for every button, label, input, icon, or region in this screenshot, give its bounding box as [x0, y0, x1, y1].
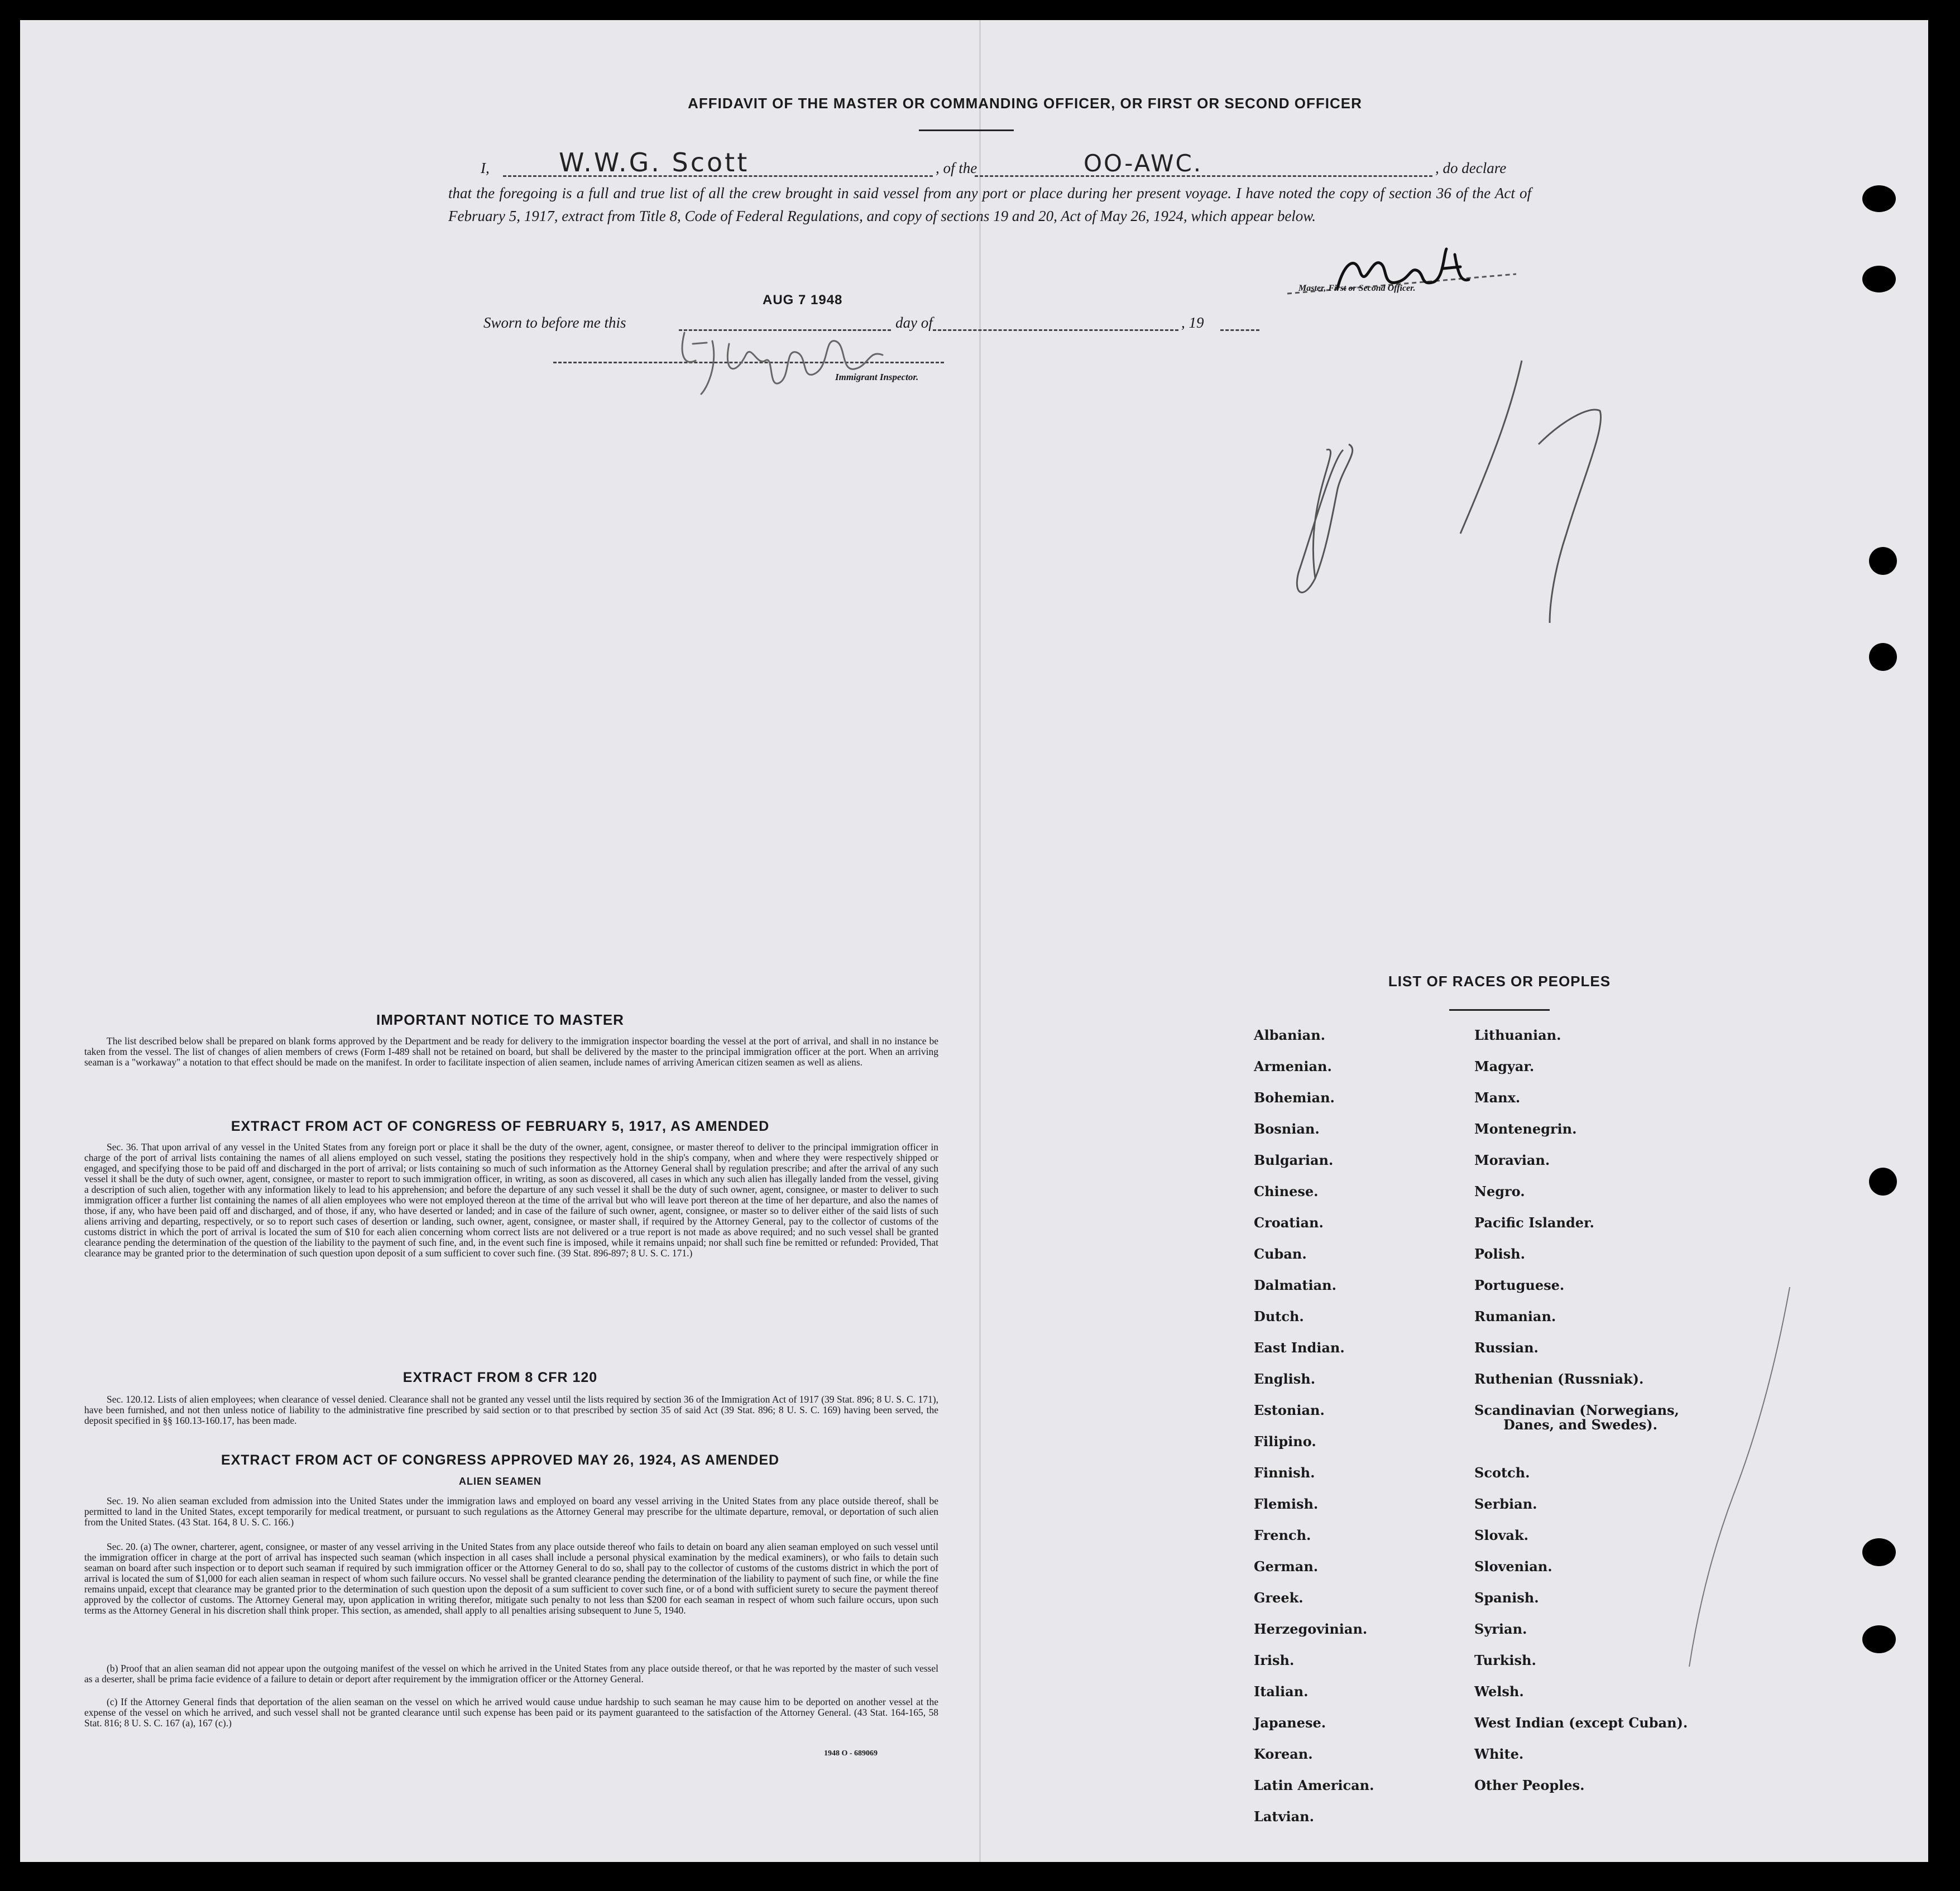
i-label: I, — [481, 160, 490, 176]
punch-hole — [1862, 266, 1896, 292]
punch-hole — [1862, 1538, 1896, 1566]
extract-cfr-text: Sec. 120.12. Lists of alien employees; when clearance of vessel denied. Clearance shall not be granted any vessel until the lists required by section 36 of the Immigration Act of 1917 (39 Stat. 896; 8 U. S. C. 171), have been furnished, and not then unless notice of liability to the administrative fine prescribed by said section or to that prescribed by section 35 of said Act (39 Stat. 896; 8 U. S. C. 169) having been served, the deposit specified in §§ 160.13-160.17, has been made. — [84, 1394, 938, 1426]
extract-cfr-title: EXTRACT FROM 8 CFR 120 — [402, 1370, 598, 1385]
race-item: Slovenian. — [1474, 1558, 1552, 1575]
race-item: Greek. — [1254, 1590, 1304, 1606]
race-item: Chinese. — [1254, 1183, 1319, 1199]
race-item: English. — [1254, 1371, 1316, 1387]
race-item: Korean. — [1254, 1746, 1313, 1762]
race-item: Bohemian. — [1254, 1090, 1335, 1106]
extract-1924-title: EXTRACT FROM ACT OF CONGRESS APPROVED MAY 26, 1924, AS AMENDED — [221, 1452, 780, 1468]
race-item: Latin American. — [1254, 1777, 1374, 1793]
master-signature — [1276, 232, 1539, 316]
sec-20c-text: (c) If the Attorney General finds that deportation of the alien seaman on the vessel on which he arrived would cause undue hardship to such seaman he may cause him to be deported on another vessel at the expense of the vessel on which he arrived, and such vessel shall not be granted clearance until such expense has been paid or its payment guaranteed to the satisfaction of the Attorney General. (43 Stat. 164-165, 58 Stat. 816; 8 U. S. C. 167 (a), 167 (c).) — [84, 1696, 938, 1729]
race-item: Bosnian. — [1254, 1121, 1320, 1137]
notice-text: The list described below shall be prepared on blank forms approved by the Department and be ready for delivery to the immigration inspector boarding the vessel at the port of arrival, and shall in no instance be taken from the vessel. The list of changes of alien members of crews (Form I-489 shall not be retained on board, but shall be delivered by the master to the principal immigration officer at the port. When an arriving seaman is a "workaway" a notation to that effect should be made on the manifest. In order to facilitate inspection of alien seamen, include names of arriving American citizen seamen as well as aliens. — [84, 1035, 938, 1068]
race-item: Latvian. — [1254, 1808, 1314, 1825]
margin-pen-stroke — [1678, 1282, 1801, 1672]
race-item: Polish. — [1474, 1246, 1525, 1262]
notice-title: IMPORTANT NOTICE TO MASTER — [376, 1011, 624, 1028]
race-item: Italian. — [1254, 1683, 1309, 1700]
inspector-signature — [662, 321, 930, 405]
race-item: Albanian. — [1254, 1027, 1325, 1043]
race-item: East Indian. — [1254, 1340, 1345, 1356]
race-item: Danes, and Swedes). — [1503, 1417, 1657, 1433]
inspector-caption: Immigrant Inspector. — [835, 372, 919, 382]
sec-20b-text: (b) Proof that an alien seaman did not appear upon the outgoing manifest of the vessel on which he arrived in the United States from any place outside thereof, or that he was reported by the master of such vessel as a deserter, shall be prima facie evidence of a failure to detain or deport after requirement by the immigration officer or the Attorney General. — [84, 1663, 938, 1684]
race-item: Pacific Islander. — [1474, 1215, 1594, 1231]
of-the-label: , of the — [936, 160, 977, 176]
vessel-line — [975, 175, 1432, 177]
day-of-label: day of — [895, 314, 933, 331]
sec-20a-text: Sec. 20. (a) The owner, charterer, agent, consignee, or master of any vessel arriving in the United States from any place outside thereof who fails to detain on board any alien seaman employed on such vessel until the immigration officer in charge at the port of arrival has inspected such seaman (which inspection in all cases shall include a personal physical examination by the medical examiners), or who fails to detain such seaman on board after such inspection or to deport such seaman if required by such immigration officer or the Attorney General to do so, shall pay to the collector of customs of the customs district in which the port of arrival is located the sum of $1,000 for each alien seaman in respect of whom such failure occurs. No vessel shall be granted clearance pending the determination of the liability to payment of such fine, or while the fine remains unpaid, except that clearance may be granted prior to the determination of such question upon the deposit of a sum sufficient to cover such fine, or of a bond with sufficient surety to secure the payment thereof approved by the collector of customs. The Attorney General may, upon application in writing therefor, mitigate such penalty to not less than $200 for each seaman in respect of whom such failure occurs, upon such terms as the Attorney General in his discretion shall think proper. This section, as amended, shall apply to all penalties arising subsequent to June 5, 1940. — [84, 1541, 938, 1616]
race-item: Montenegrin. — [1474, 1121, 1577, 1137]
extract-1917-title: EXTRACT FROM ACT OF CONGRESS OF FEBRUARY 5, 1917, AS AMENDED — [231, 1119, 770, 1134]
race-item: Scotch. — [1474, 1465, 1530, 1481]
punch-hole — [1869, 643, 1897, 671]
race-item: Finnish. — [1254, 1465, 1315, 1481]
race-item: Rumanian. — [1474, 1308, 1556, 1324]
signature-caption: Master, First or Second Officer. — [1298, 284, 1416, 293]
race-item: Magyar. — [1474, 1058, 1535, 1074]
officer-name: W.W.G. Scott — [559, 147, 750, 177]
race-item: Herzegovinian. — [1254, 1621, 1368, 1637]
race-item: Japanese. — [1254, 1715, 1326, 1731]
race-item: Lithuanian. — [1474, 1027, 1561, 1043]
race-item: German. — [1254, 1558, 1319, 1575]
print-code: 1948 O - 689069 — [824, 1749, 878, 1758]
race-item: Filipino. — [1254, 1433, 1316, 1450]
do-declare-label: , do declare — [1435, 160, 1507, 176]
race-item: Negro. — [1474, 1183, 1525, 1199]
punch-hole — [1869, 547, 1897, 575]
sec-19-text: Sec. 19. No alien seaman excluded from admission into the United States under the immigration laws and employed on board any vessel arriving in the United States from any place outside thereof, shall be permitted to land in the United States, except temporarily for medical treatment, or pursuant to such regulations as the Attorney General may prescribe for the ultimate departure, removal, or deportation of such alien from the United States. (43 Stat. 164, 8 U. S. C. 166.) — [84, 1495, 938, 1528]
race-item: Dalmatian. — [1254, 1277, 1336, 1293]
race-item: Armenian. — [1254, 1058, 1332, 1074]
race-item: Slovak. — [1474, 1527, 1528, 1543]
date-stamp: AUG 7 1948 — [763, 292, 843, 308]
vessel-name: OO-AWC. — [1084, 150, 1203, 177]
declaration-text: that the foregoing is a full and true list of all the crew brought in said vessel from any port or place during her present voyage. I have noted the copy of section 36 of the Act of February 5, 1917, extract from Title 8, Code of Federal Regulations, and copy of sections 19 and 20, Act of May 26, 1924, which appear below. — [448, 185, 1531, 224]
alien-seamen-subtitle: ALIEN SEAMEN — [458, 1476, 541, 1487]
race-item: Other Peoples. — [1474, 1777, 1585, 1793]
document-sheet — [20, 20, 1928, 1862]
race-item: Irish. — [1254, 1652, 1295, 1668]
race-item: Portuguese. — [1474, 1277, 1565, 1293]
race-item: Turkish. — [1474, 1652, 1536, 1668]
extract-1917-text: Sec. 36. That upon arrival of any vessel in the United States from any foreign port or place it shall be the duty of the owner, agent, consignee, or master thereof to deliver to the principal immigration officer in charge of the port of arrival lists containing the names of all aliens employed on such vessel, stating the positions they respectively hold in the ship's company, when and where they were respectively shipped or engaged, and specifying those to be paid off and discharged in the port of arrival; or lists containing so much of such information as the Attorney General shall by regulation prescribe; and after the arrival of any such vessel it shall be the duty of such owner, agent, consignee, or master to report to such immigration officer, in writing, as soon as discovered, all cases in which any such alien has illegally landed from the vessel, giving a description of such alien, together with any information likely to lead to his apprehension; and before the departure of any such vessel it shall be the duty of such owner, agent, consignee, or master to deliver to such immigration officer a further list containing the names of all alien employees who were not employed thereon at the time of the arrival but who will leave port thereon at the time of her departure, and also the names of those, if any, who have been paid off and discharged, and of those, if any, who have deserted or landed; and in case of the failure of such owner, agent, consignee, or master so to deliver either of the said lists of such aliens arriving and departing, respectively, or so to report such cases of desertion or landing, such owner, agent, consignee, or master shall, if required by the Attorney General, pay to the collector of customs of the customs district in which the port of arrival is located the sum of $10 for each alien concerning whom correct lists are not delivered or a true report is not made as above required; and no such vessel shall be granted clearance pending the determination of the question of the liability to the payment of such fine, and, in the event such fine is imposed, while it remains unpaid; nor shall such fine be remitted or refunded: Provided, That clearance may be granted prior to the determination of such question upon deposit of a sum sufficient to cover such fine. (39 Stat. 896-897; 8 U. S. C. 171.) — [84, 1141, 938, 1259]
race-item: Moravian. — [1474, 1152, 1550, 1168]
races-title-rule — [1449, 1009, 1550, 1011]
year-line — [1220, 329, 1259, 331]
race-item: Welsh. — [1474, 1683, 1524, 1700]
punch-hole — [1869, 1168, 1897, 1196]
race-item: Ruthenian (Russniak). — [1474, 1371, 1644, 1387]
race-item: Manx. — [1474, 1090, 1521, 1106]
race-item: Syrian. — [1474, 1621, 1527, 1637]
races-title: LIST OF RACES OR PEOPLES — [1388, 973, 1611, 990]
race-item: Flemish. — [1254, 1496, 1319, 1512]
race-item: Bulgarian. — [1254, 1152, 1334, 1168]
races-right-column — [1474, 1027, 1688, 1808]
race-item: Estonian. — [1254, 1402, 1325, 1418]
race-item: Spanish. — [1474, 1590, 1539, 1606]
race-item: Scandinavian (Norwegians, — [1474, 1402, 1679, 1418]
year-label: , 19 — [1181, 314, 1204, 331]
race-item: West Indian (except Cuban). — [1474, 1715, 1688, 1731]
sworn-label: Sworn to before me this — [483, 314, 626, 331]
race-item: Dutch. — [1254, 1308, 1304, 1324]
races-left-column — [1254, 1027, 1374, 1840]
punch-hole — [1862, 1625, 1896, 1653]
month-line — [933, 329, 1178, 331]
race-item: Cuban. — [1254, 1246, 1307, 1262]
race-item: Croatian. — [1254, 1215, 1324, 1231]
race-item: White. — [1474, 1746, 1524, 1762]
race-item: Russian. — [1474, 1340, 1539, 1356]
race-item: Serbian. — [1474, 1496, 1537, 1512]
handwritten-number-817 — [1248, 333, 1673, 645]
race-item: French. — [1254, 1527, 1311, 1543]
center-fold — [979, 20, 981, 1862]
punch-hole — [1862, 185, 1896, 212]
affidavit-title: AFFIDAVIT OF THE MASTER OR COMMANDING OFFICER, OR FIRST OR SECOND OFFICER — [688, 95, 1362, 112]
title-rule — [919, 129, 1014, 131]
